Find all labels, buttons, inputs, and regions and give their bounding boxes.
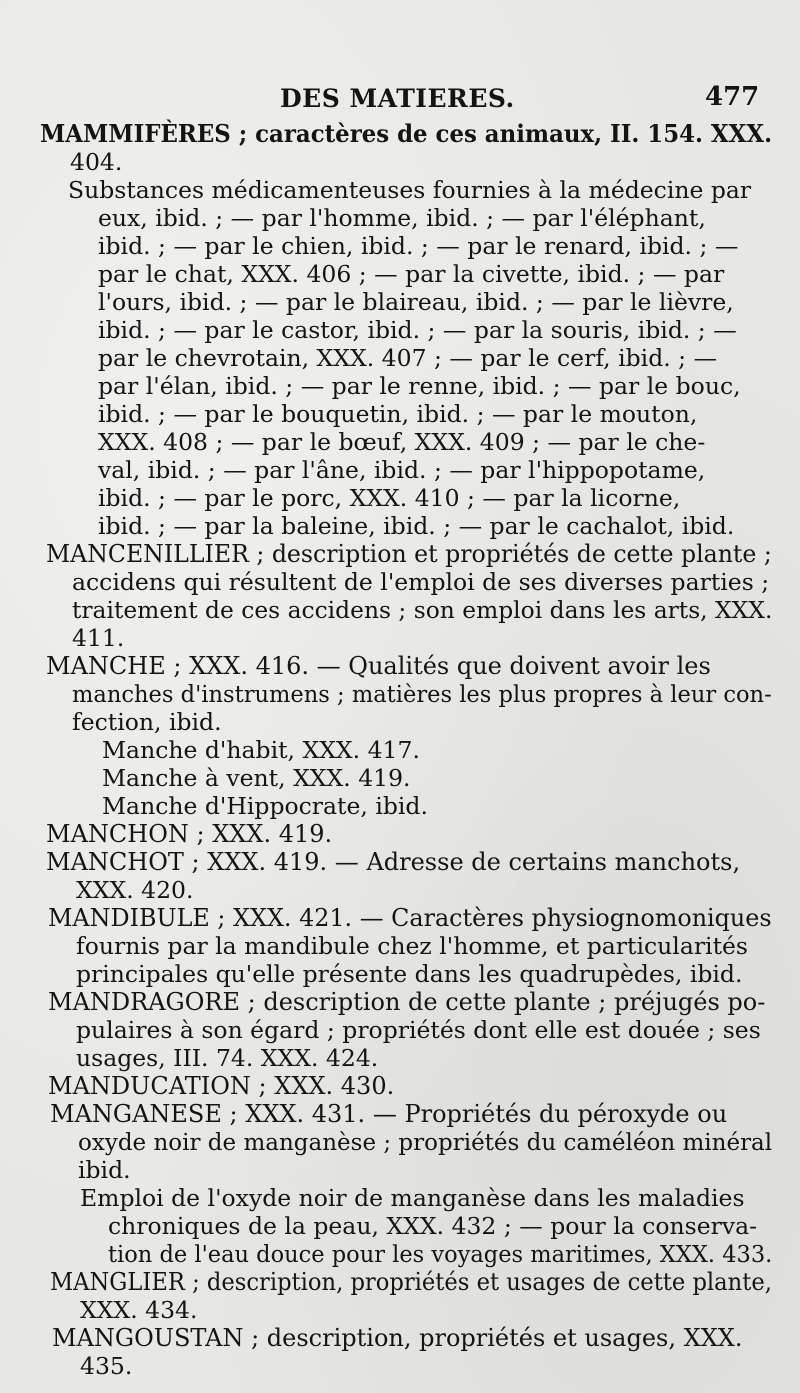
index-line: ibid. ; — par le chien, ibid. ; — par le renard, ibid. ; — <box>98 232 739 260</box>
index-line: XXX. 408 ; — par le bœuf, XXX. 409 ; — par le che- <box>98 428 706 456</box>
index-line: Substances médicamenteuses fournies à la médecine par <box>68 176 752 204</box>
index-entry-manglier: MANGLIER ; description, propriétés et usages de cette plante, <box>50 1268 772 1296</box>
index-line: val, ibid. ; — par l'âne, ibid. ; — par l'hippopotame, <box>98 456 706 484</box>
index-entry-manche: MANCHE ; XXX. 416. — Qualités que doivent avoir les <box>46 652 711 680</box>
index-subentry: Manche à vent, XXX. 419. <box>102 764 411 792</box>
index-line: par le chevrotain, XXX. 407 ; — par le cerf, ibid. ; — <box>98 344 718 372</box>
index-entry-manchon: MANCHON ; XXX. 419. <box>46 820 333 848</box>
index-line: ibid. <box>78 1156 131 1184</box>
index-line: oxyde noir de manganèse ; propriétés du caméléon minéral <box>78 1128 773 1156</box>
index-line: par l'élan, ibid. ; — par le renne, ibid. ; — par le bouc, <box>98 372 741 400</box>
index-line: traitement de ces accidens ; son emploi dans les arts, XXX. <box>72 596 773 624</box>
index-entry-mandibule: MANDIBULE ; XXX. 421. — Caractères physiognomoniques <box>48 904 772 932</box>
index-line: ibid. ; — par le castor, ibid. ; — par la souris, ibid. ; — <box>98 316 737 344</box>
index-line: eux, ibid. ; — par l'homme, ibid. ; — par l'éléphant, <box>98 204 706 232</box>
page-header <box>0 80 800 120</box>
index-line: 404. <box>70 148 123 176</box>
index-entry-manchot: MANCHOT ; XXX. 419. — Adresse de certains manchots, <box>46 848 741 876</box>
index-line: 435. <box>80 1352 133 1380</box>
index-entry-mangoustan: MANGOUSTAN ; description, propriétés et usages, XXX. <box>52 1324 743 1352</box>
index-line: principales qu'elle présente dans les quadrupèdes, ibid. <box>76 960 743 988</box>
index-subentry: Manche d'Hippocrate, ibid. <box>102 792 428 820</box>
index-line: XXX. 434. <box>80 1296 198 1324</box>
index-line: XXX. 420. <box>76 876 194 904</box>
index-entry-manganese: MANGANESE ; XXX. 431. — Propriétés du péroxyde ou <box>50 1100 728 1128</box>
running-title: DES MATIERES. <box>280 84 515 113</box>
index-line: fournis par la mandibule chez l'homme, et particularités <box>76 932 748 960</box>
index-entry-mancenillier: MANCENILLIER ; description et propriétés de cette plante ; <box>46 540 772 568</box>
index-line: pulaires à son égard ; propriétés dont elle est douée ; ses <box>76 1016 761 1044</box>
index-line: ibid. ; — par la baleine, ibid. ; — par le cachalot, ibid. <box>98 512 735 540</box>
index-line: par le chat, XXX. 406 ; — par la civette, ibid. ; — par <box>98 260 725 288</box>
index-line: chroniques de la peau, XXX. 432 ; — pour la conserva- <box>108 1212 758 1240</box>
index-line: l'ours, ibid. ; — par le blaireau, ibid. ; — par le lièvre, <box>98 288 734 316</box>
index-line: tion de l'eau douce pour les voyages maritimes, XXX. 433. <box>108 1240 773 1268</box>
index-line: manches d'instrumens ; matières les plus propres à leur con- <box>72 680 772 708</box>
index-entry-manducation: MANDUCATION ; XXX. 430. <box>48 1072 395 1100</box>
index-line: ibid. ; — par le porc, XXX. 410 ; — par la licorne, <box>98 484 681 512</box>
index-entry-mandragore: MANDRAGORE ; description de cette plante ; préjugés po- <box>48 988 766 1016</box>
index-line: usages, III. 74. XXX. 424. <box>76 1044 379 1072</box>
index-subentry: Manche d'habit, XXX. 417. <box>102 736 420 764</box>
index-line: fection, ibid. <box>72 708 222 736</box>
index-line: accidens qui résultent de l'emploi de ses diverses parties ; <box>72 568 770 596</box>
index-line: 411. <box>72 624 125 652</box>
page-number: 477 <box>705 82 760 112</box>
index-line: ibid. ; — par le bouquetin, ibid. ; — par le mouton, <box>98 400 698 428</box>
index-subentry: Emploi de l'oxyde noir de manganèse dans les maladies <box>80 1184 745 1212</box>
index-entry-mammiferes: MAMMIFÈRES ; caractères de ces animaux, II. 154. XXX. <box>40 119 773 148</box>
